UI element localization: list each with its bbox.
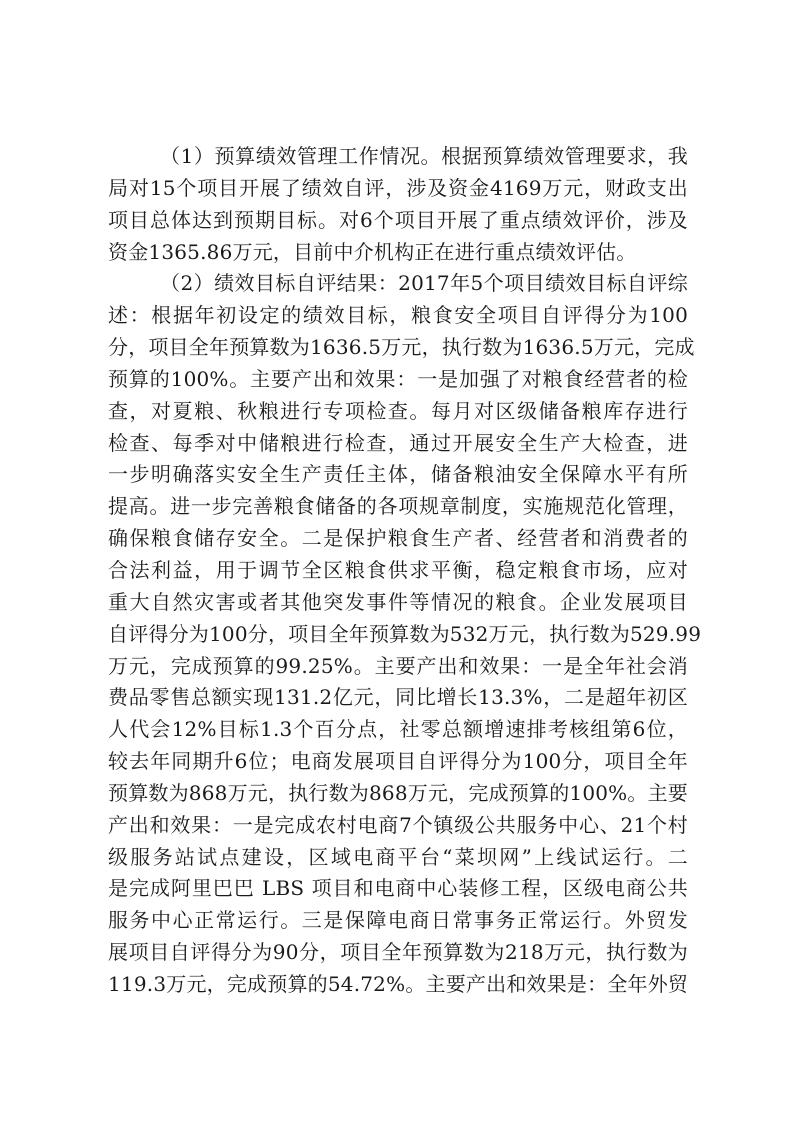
text-line: 服务中心正常运行。三是保障电商日常事务正常运行。外贸发: [108, 908, 688, 933]
text-line: 级服务站试点建设，区域电商平台“菜坝网”上线试运行。二: [108, 844, 688, 869]
text-line: 自评得分为100分，项目全年预算数为532万元，执行数为529.99: [108, 621, 702, 646]
text-line: 局对15个项目开展了绩效自评，涉及资金4169万元，财政支出: [108, 175, 688, 200]
text-line: 预算数为868万元，执行数为868万元，完成预算的100%。主要: [108, 780, 688, 805]
text-line: 一步明确落实安全生产责任主体，储备粮油安全保障水平有所: [108, 462, 688, 487]
text-line: 分，项目全年预算数为1636.5万元，执行数为1636.5万元，完成: [108, 335, 695, 360]
text-line: 万元，完成预算的99.25%。主要产出和效果：一是全年社会消: [108, 653, 688, 678]
text-line: 预算的100%。主要产出和效果：一是加强了对粮食经营者的检: [108, 366, 688, 391]
text-line: 项目总体达到预期目标。对6个项目开展了重点绩效评价，涉及: [108, 207, 688, 232]
text-line: 确保粮食储存安全。二是保护粮食生产者、经营者和消费者的: [108, 526, 688, 551]
text-line: 费品零售总额实现131.2亿元，同比增长13.3%，二是超年初区: [108, 685, 688, 710]
text-line: （2）绩效目标自评结果：2017年5个项目绩效目标自评综: [160, 271, 688, 296]
paragraph-performance-self-evaluation: [108, 268, 702, 1000]
text-line: 检查、每季对中储粮进行检查，通过开展安全生产大检查，进: [108, 430, 688, 455]
text-line: 119.3万元，完成预算的54.72%。主要产出和效果是：全年外贸: [108, 971, 689, 996]
text-line: 述：根据年初设定的绩效目标，粮食安全项目自评得分为100: [108, 303, 688, 328]
text-line: 人代会12%目标1.3个百分点，社零总额增速排考核组第6位，: [108, 717, 688, 742]
text-line: 提高。进一步完善粮食储备的各项规章制度，实施规范化管理，: [108, 494, 688, 519]
text-line: 重大自然灾害或者其他突发事件等情况的粮食。企业发展项目: [108, 589, 688, 614]
text-line: 合法利益，用于调节全区粮食供求平衡，稳定粮食市场，应对: [108, 557, 688, 582]
text-line: 是完成阿里巴巴 LBS 项目和电商中心装修工程，区级电商公共: [108, 876, 688, 901]
text-line: 较去年同期升6位；电商发展项目自评得分为100分，项目全年: [108, 749, 688, 774]
text-line: （1）预算绩效管理工作情况。根据预算绩效管理要求，我: [160, 144, 688, 168]
text-line: 查，对夏粮、秋粮进行专项检查。每月对区级储备粮库存进行: [108, 398, 688, 423]
text-line: 展项目自评得分为90分，项目全年预算数为218万元，执行数为: [108, 940, 688, 965]
text-line: 资金1365.86万元，目前中介机构正在进行重点绩效评估。: [108, 239, 637, 264]
body-text: [108, 141, 702, 1001]
paragraph-budget-performance-management: [108, 141, 688, 268]
text-line: 产出和效果：一是完成农村电商7个镇级公共服务中心、21个村: [108, 812, 688, 837]
